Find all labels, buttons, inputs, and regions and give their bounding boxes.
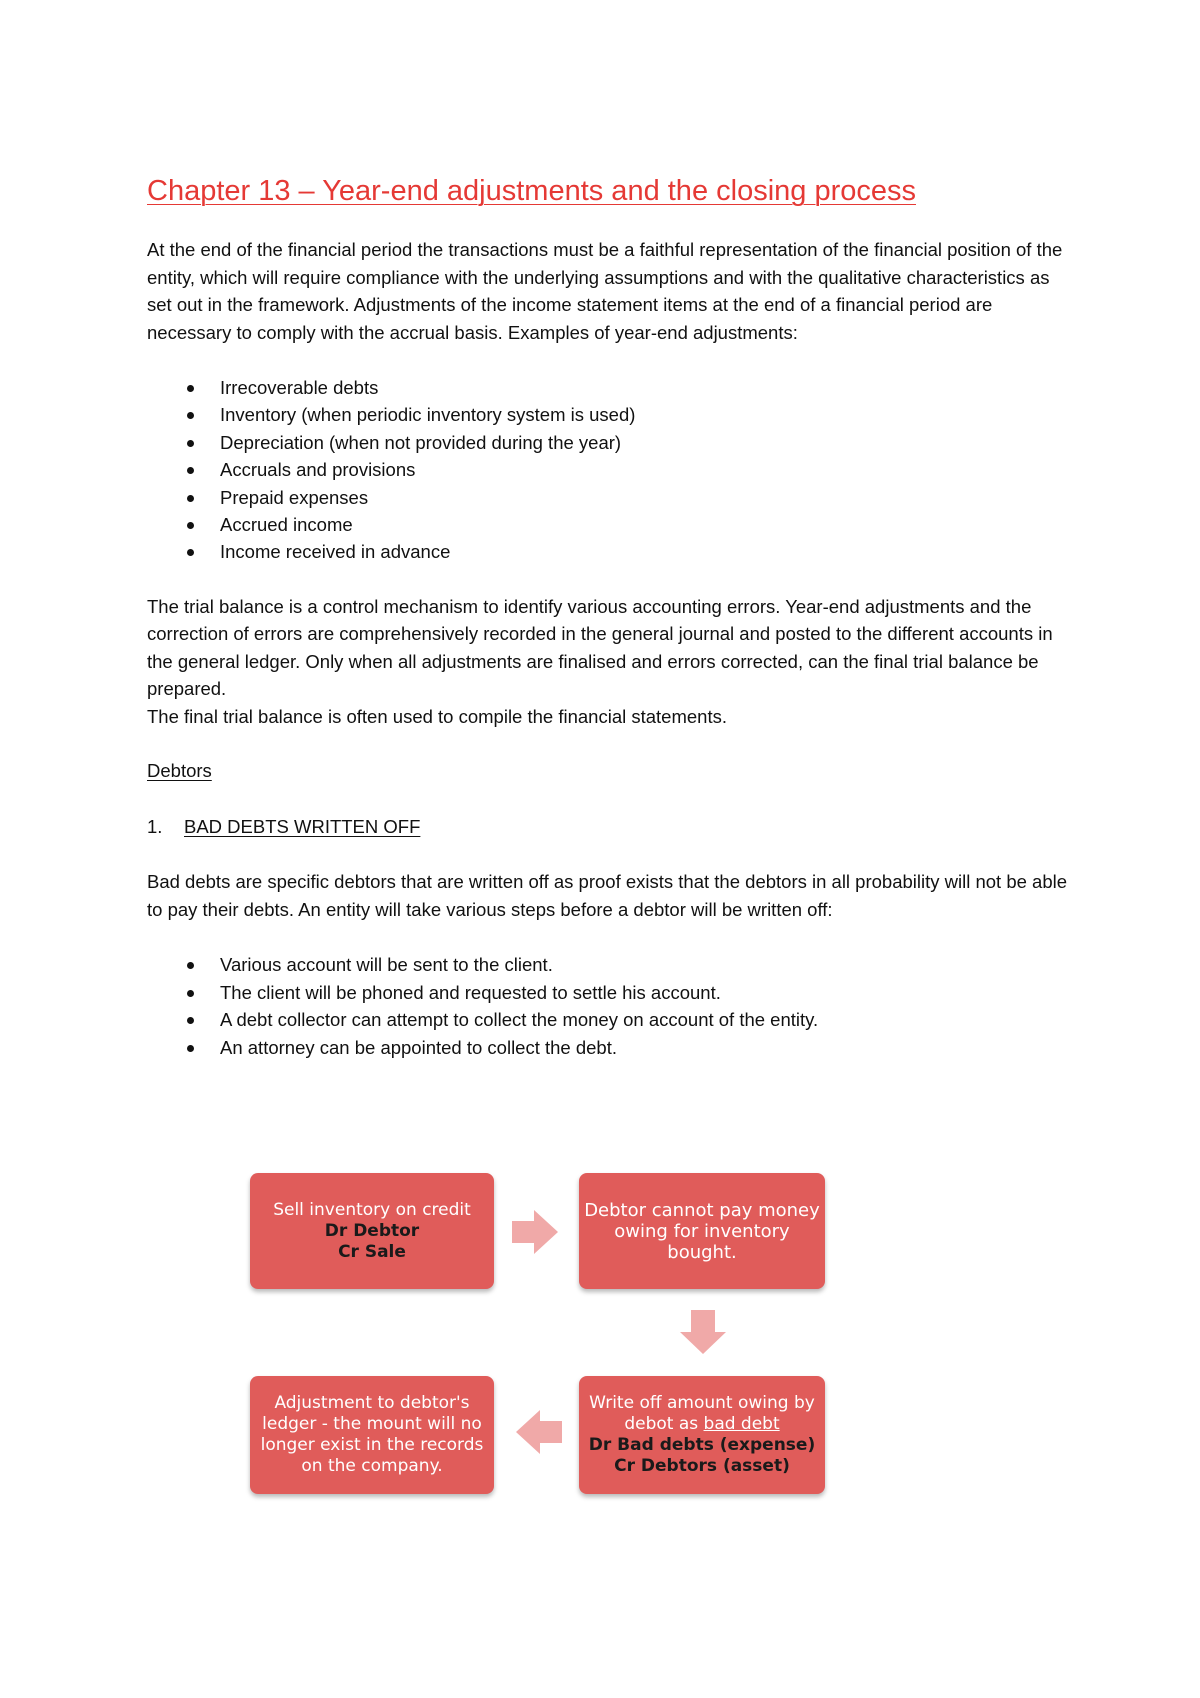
bad-debts-paragraph: Bad debts are specific debtors that are written off as proof exists that the debtors in all probability will not be able to pay their debts. An entity will take various steps before a debtor will be written off: [147,871,1068,920]
box-text-part: debot as [624,1414,704,1434]
box-credit-entry: Cr Sale [338,1241,406,1262]
adjustments-list [147,374,1077,566]
box-text: Write off amount owing by [589,1393,815,1413]
box-text: on the company. [301,1456,443,1476]
box-text: Adjustment to debtor's [274,1393,470,1413]
flow-box-sell-on-credit [250,1173,494,1289]
box-text: ledger - the mount will no [262,1414,482,1434]
numbered-heading [147,813,1077,841]
box-credit-entry: Cr Debtors (asset) [614,1456,790,1476]
trial-balance-paragraph: The trial balance is a control mechanism to identify various accounting errors. Year-end adjustments and the correction of errors are comprehensively recorded in the general journal and posted to the different accounts in the general ledger. Only when all adjustments are finalised and errors corrected, can the final trial balance be prepared. [147,595,1053,700]
arrow-right-icon [512,1210,558,1254]
list-item: Accrued income [147,511,1077,538]
list-item: The client will be phoned and requested to settle his account. [147,979,1077,1006]
list-item: Accruals and provisions [147,456,1077,483]
list-item: Income received in advance [147,538,1077,565]
heading-text: BAD DEBTS WRITTEN OFF [184,815,421,837]
arrow-down-icon [680,1310,726,1354]
box-text: owing for inventory bought. [614,1220,790,1263]
box-text: Debtor cannot pay money [584,1199,820,1221]
flow-box-ledger-adjustment [250,1376,494,1494]
list-item: Depreciation (when not provided during the year) [147,429,1077,456]
arrow-left-icon [516,1410,562,1454]
list-item: An attorney can be appointed to collect the debt. [147,1034,1077,1061]
list-item: Irrecoverable debts [147,374,1077,401]
bad-debt-term: bad debt [703,1414,780,1434]
flow-box-write-off [579,1376,825,1494]
chapter-title: Chapter 13 – Year-end adjustments and the closing process [147,175,916,207]
heading-number: 1. [147,815,163,837]
section-heading-debtors: Debtors [147,760,212,782]
list-item: Various account will be sent to the client. [147,951,1077,978]
box-text: longer exist in the records [260,1435,484,1455]
list-item: A debt collector can attempt to collect the money on account of the entity. [147,1006,1077,1033]
box-debit-entry: Dr Bad debts (expense) [588,1435,816,1455]
collection-steps-list [147,951,1077,1061]
box-text [624,1414,779,1435]
trial-balance-note: The final trial balance is often used to compile the financial statements. [147,705,727,727]
intro-paragraph: At the end of the financial period the transactions must be a faithful representation of the financial position of the entity, which will require compliance with the underlying assumptions and with the qualitative characteristics as set out in the framework. Adjustments of the income statement items at the end of a financial period are necessary to comply with the accrual basis. Examples of year-end adjustments: [147,239,1063,343]
document-body [147,175,1077,1061]
box-text: Sell inventory on credit [273,1199,471,1220]
list-item: Prepaid expenses [147,484,1077,511]
box-debit-entry: Dr Debtor [324,1220,420,1241]
list-item: Inventory (when periodic inventory system is used) [147,401,1077,428]
flow-box-debtor-cannot-pay [579,1173,825,1289]
